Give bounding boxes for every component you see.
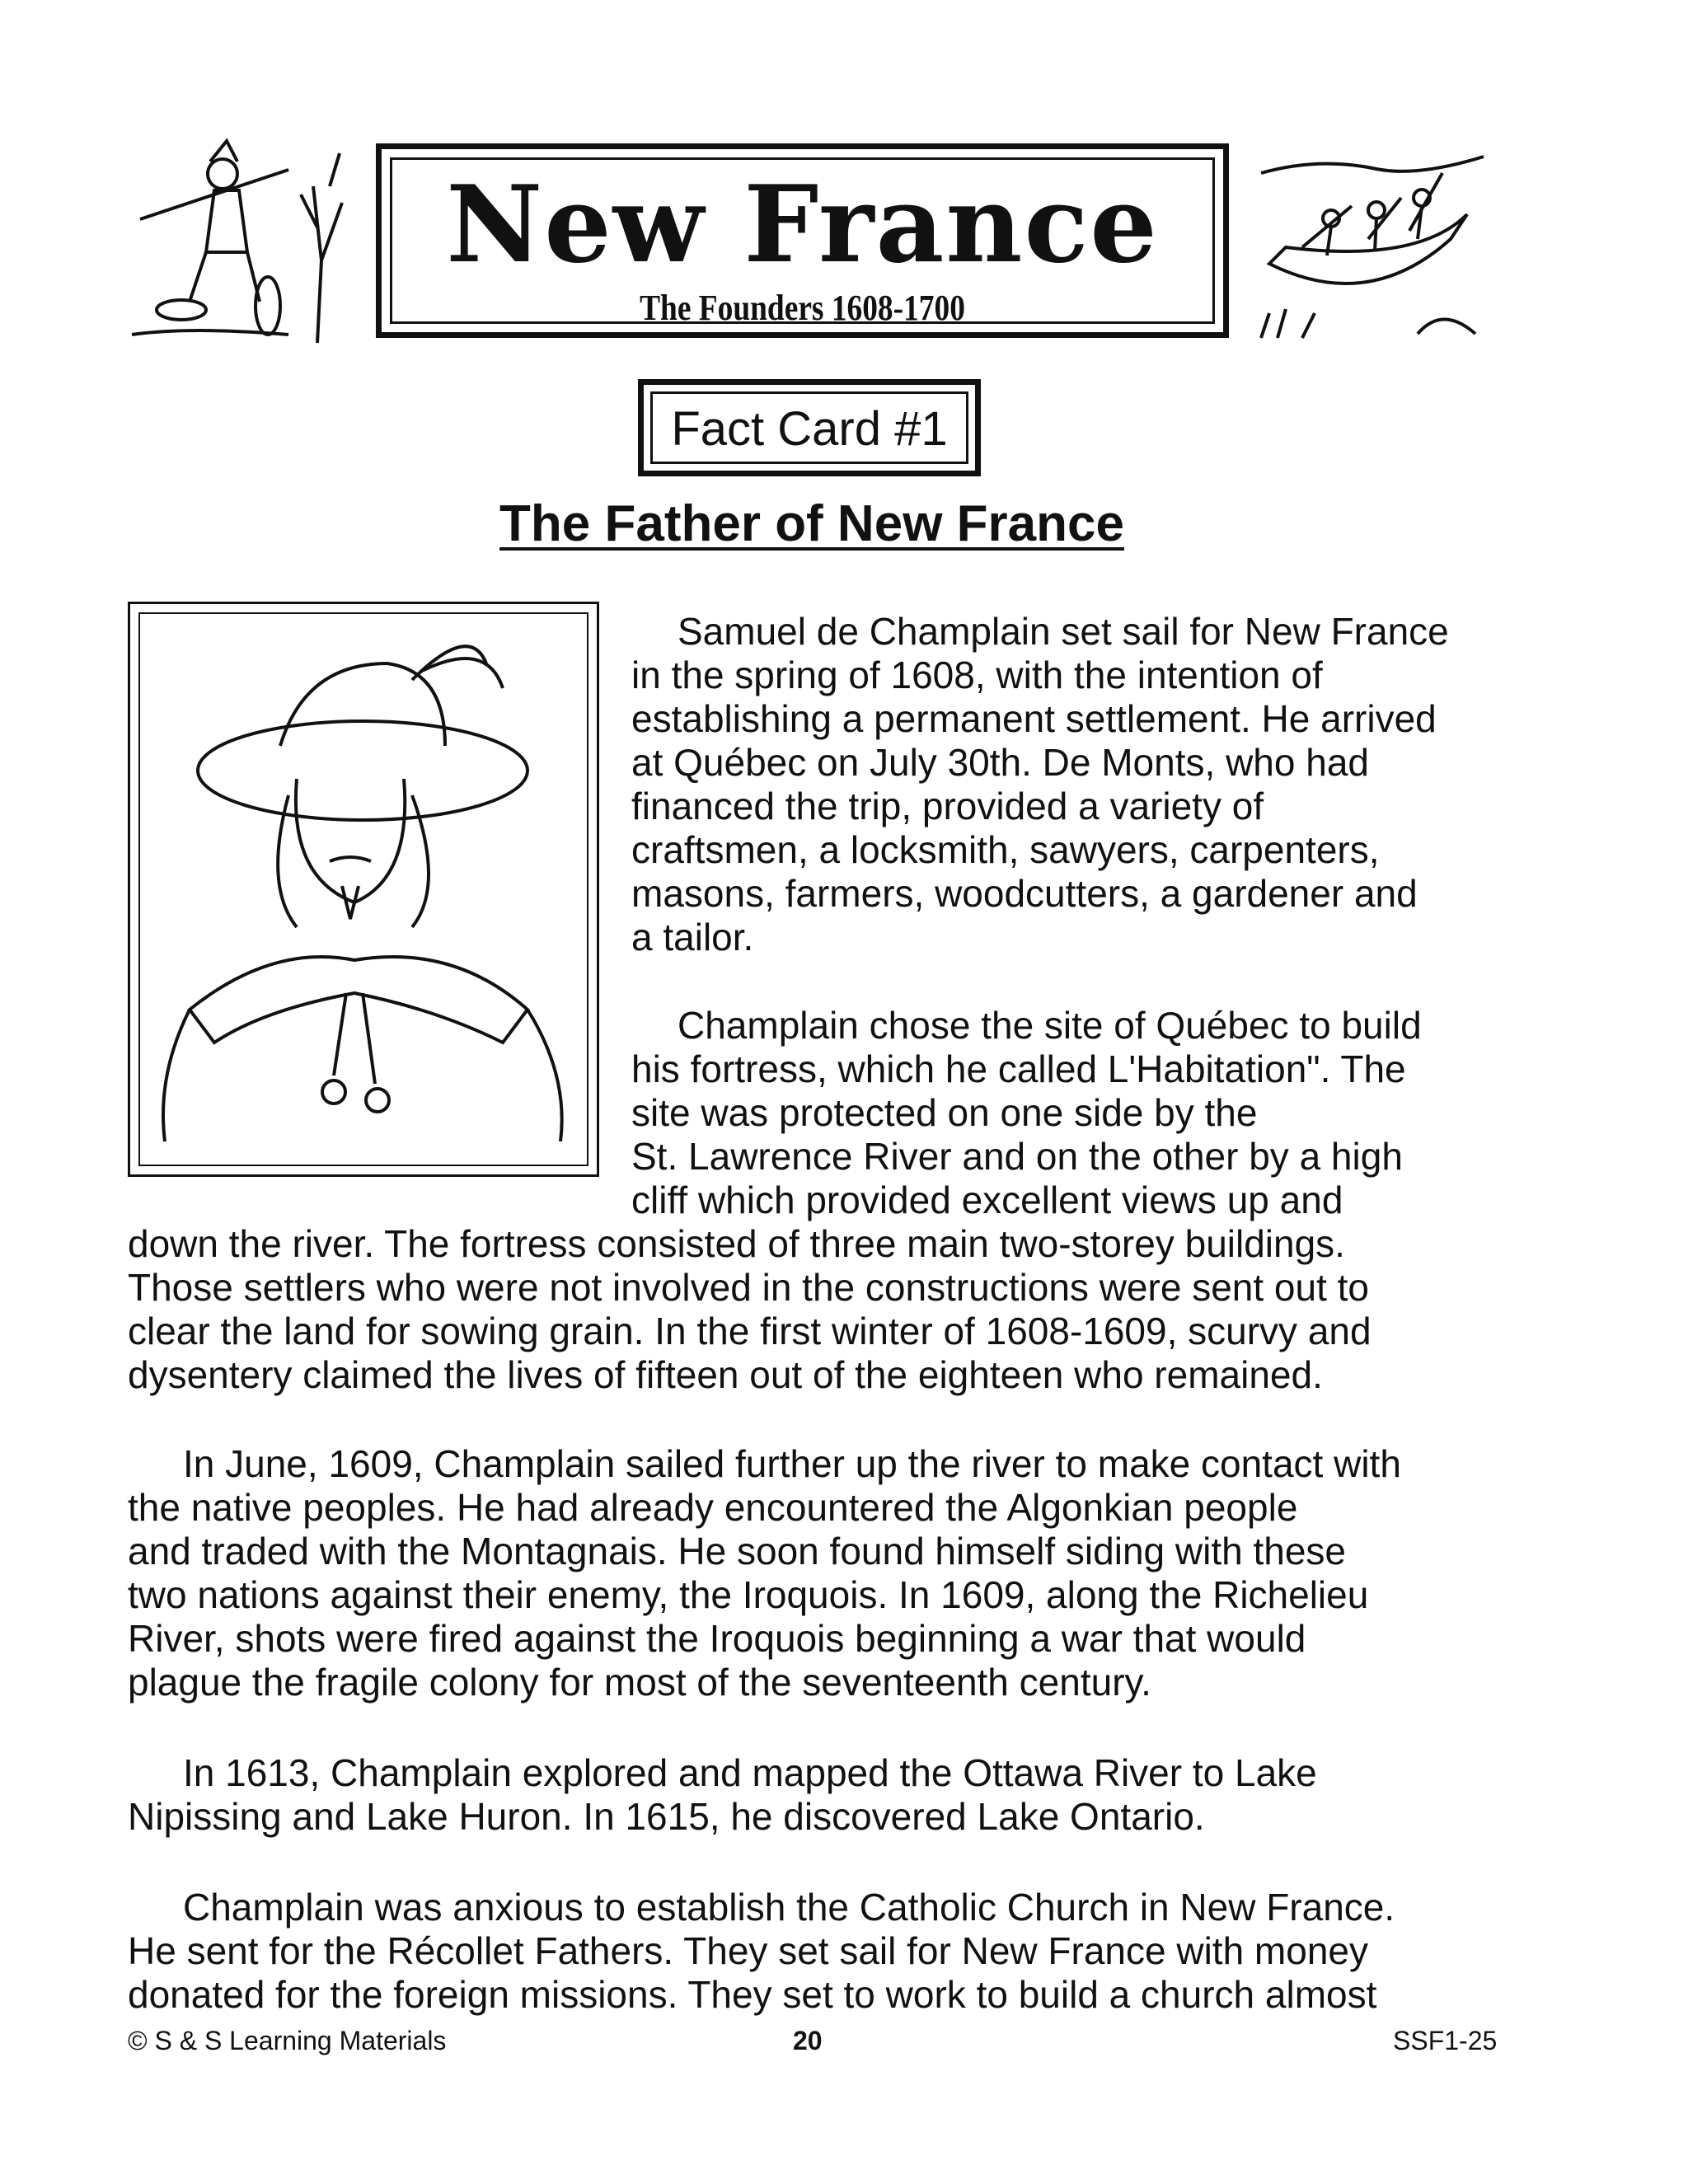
snowshoe-traveller-illustration bbox=[124, 137, 363, 343]
body-line: financed the trip, provided a variety of bbox=[631, 785, 1264, 827]
body-line: a tailor. bbox=[631, 916, 754, 958]
body-line: two nations against their enemy, the Iroquois. In 1609, along the Richelieu bbox=[128, 1573, 1369, 1616]
body-line: In 1613, Champlain explored and mapped the Ottawa River to Lake bbox=[183, 1751, 1317, 1794]
body-line: cliff which provided excellent views up and bbox=[631, 1179, 1343, 1221]
section-heading bbox=[0, 494, 1624, 553]
body-line: clear the land for sowing grain. In the first winter of 1608-1609, scurvy and bbox=[128, 1310, 1372, 1352]
fact-card-label: Fact Card #1 bbox=[650, 391, 968, 464]
document-title: New France bbox=[446, 163, 1159, 287]
body-line: craftsmen, a locksmith, sawyers, carpenters, bbox=[631, 828, 1380, 871]
footer-code: SSF1-25 bbox=[1393, 2026, 1498, 2055]
body-line: St. Lawrence River and on the other by a high bbox=[631, 1135, 1403, 1178]
body-line: River, shots were fired against the Iroquois beginning a war that would bbox=[128, 1617, 1306, 1660]
body-line: In June, 1609, Champlain sailed further up the river to make contact with bbox=[183, 1442, 1401, 1485]
section-heading-text: The Father of New France bbox=[499, 495, 1124, 552]
title-box bbox=[376, 143, 1229, 338]
canoe-illustration bbox=[1253, 140, 1492, 342]
body-line: Those settlers who were not involved in the constructions were sent out to bbox=[128, 1266, 1370, 1309]
body-line: Champlain was anxious to establish the Catholic Church in New France. bbox=[183, 1886, 1395, 1929]
body-line: and traded with the Montagnais. He soon found himself siding with these bbox=[128, 1530, 1346, 1572]
portrait-frame bbox=[128, 602, 599, 1177]
body-line: site was protected on one side by the bbox=[631, 1091, 1258, 1134]
body-line: He sent for the Récollet Fathers. They set sail for New France with money bbox=[128, 1929, 1368, 1972]
body-line: at Québec on July 30th. De Monts, who had bbox=[631, 741, 1369, 784]
document-subtitle: The Founders 1608-1700 bbox=[640, 288, 965, 328]
body-line: down the river. The fortress consisted of three main two-storey buildings. bbox=[128, 1222, 1345, 1265]
body-line: establishing a permanent settlement. He arrived bbox=[631, 697, 1437, 740]
body-line: Champlain chose the site of Québec to build bbox=[678, 1004, 1422, 1047]
footer-copyright: © S & S Learning Materials bbox=[128, 2026, 447, 2055]
body-line: Nipissing and Lake Huron. In 1615, he discovered Lake Ontario. bbox=[128, 1795, 1205, 1838]
body-line: masons, farmers, woodcutters, a gardener and bbox=[631, 872, 1418, 915]
champlain-portrait-illustration bbox=[140, 614, 592, 1169]
footer-page-number: 20 bbox=[793, 2026, 823, 2055]
body-line: Samuel de Champlain set sail for New France bbox=[678, 610, 1449, 653]
body-line: donated for the foreign missions. They set to work to build a church almost bbox=[128, 1973, 1377, 2016]
body-line: dysentery claimed the lives of fifteen out of the eighteen who remained. bbox=[128, 1353, 1323, 1396]
fact-card-box bbox=[638, 379, 981, 476]
body-line: in the spring of 1608, with the intention of bbox=[631, 654, 1323, 696]
body-line: plague the fragile colony for most of the seventeenth century. bbox=[128, 1661, 1151, 1704]
body-line: his fortress, which he called L'Habitation". The bbox=[631, 1047, 1406, 1090]
body-line: the native peoples. He had already encountered the Algonkian people bbox=[128, 1486, 1298, 1529]
